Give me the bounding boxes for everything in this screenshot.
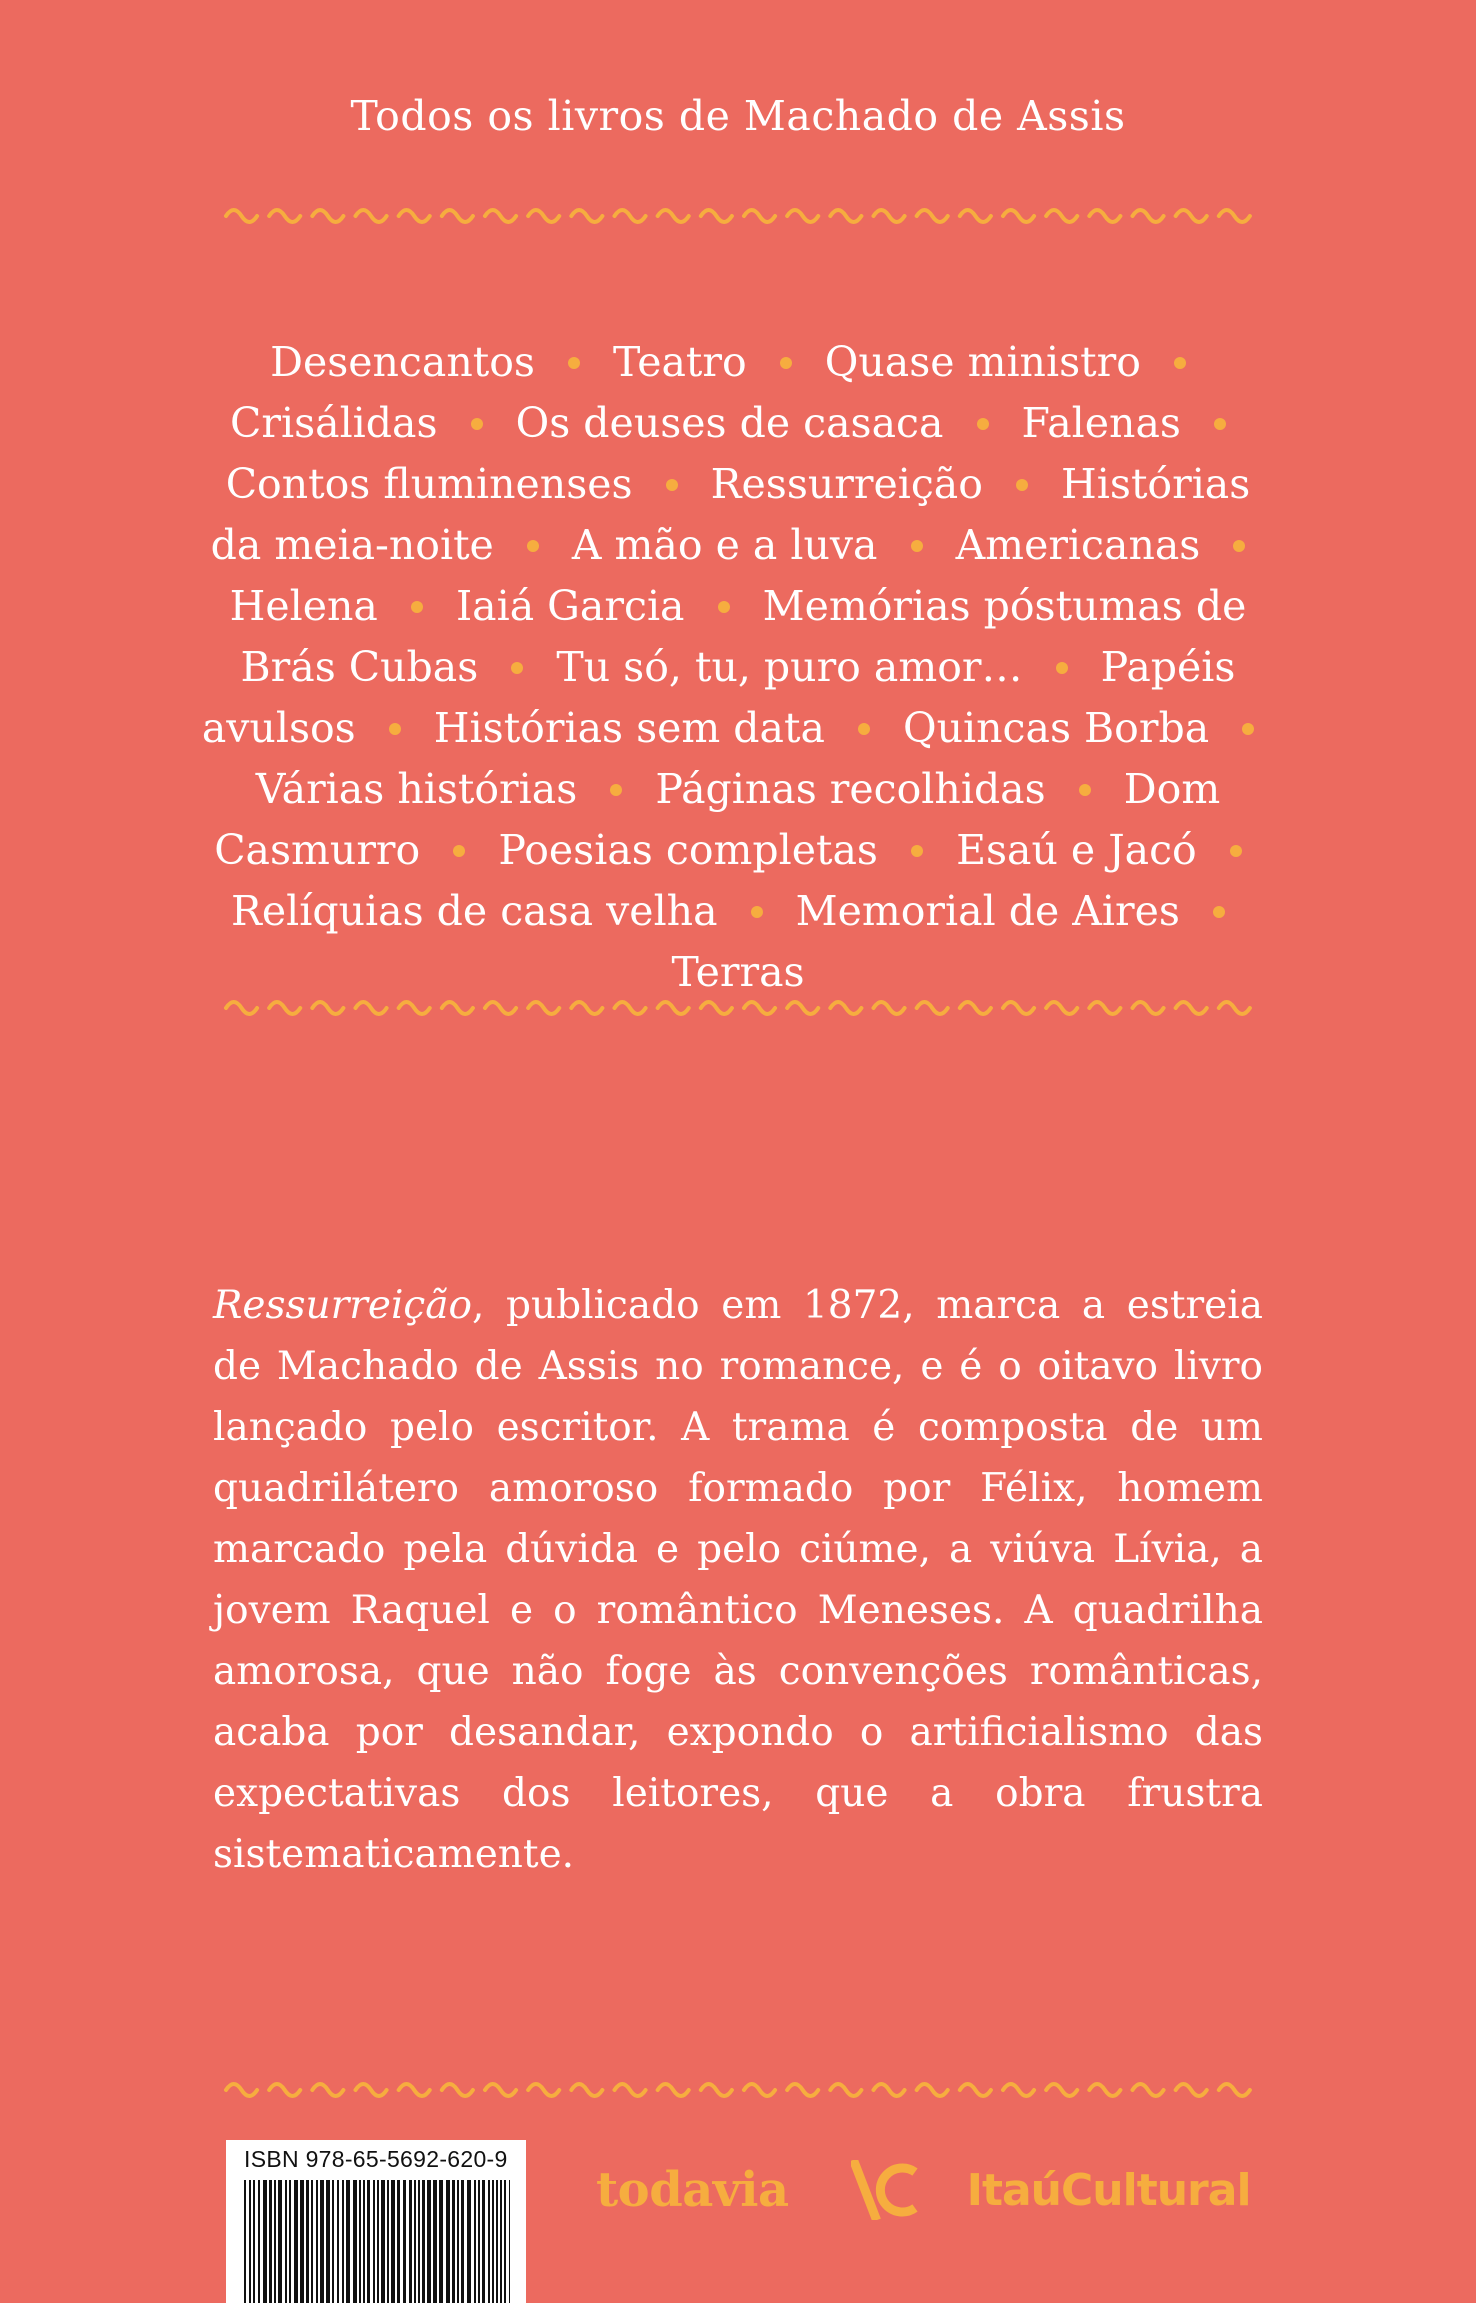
barcode-bars (244, 2180, 510, 2303)
dot-separator-icon (411, 601, 423, 613)
book-title: Histórias da meia-noite (210, 460, 1251, 569)
dot-separator-icon (527, 540, 539, 552)
book-title: Relíquias de casa velha (231, 887, 718, 935)
book-title: A mão e a luva (571, 521, 878, 569)
book-title: Várias histórias (255, 765, 578, 813)
dot-separator-icon (568, 357, 580, 369)
isbn-label: ISBN 978-65-5692-620-9 (244, 2146, 508, 2172)
book-title: Quincas Borba (903, 704, 1210, 752)
wave-divider-icon (220, 990, 1256, 1020)
dot-separator-icon (911, 845, 923, 857)
isbn-barcode (226, 2140, 526, 2303)
itau-cultural-mark-icon (851, 2160, 921, 2220)
dot-separator-icon (751, 906, 763, 918)
dot-separator-icon (1079, 784, 1091, 796)
dot-separator-icon (1242, 723, 1254, 735)
wave-divider-icon (220, 198, 1256, 228)
book-title: Iaiá Garcia (455, 582, 685, 630)
book-title: Tu só, tu, puro amor… (556, 643, 1023, 691)
book-title: Os deuses de casaca (515, 399, 944, 447)
book-title: Histórias sem data (433, 704, 825, 752)
dot-separator-icon (1233, 540, 1245, 552)
book-list (195, 332, 1281, 1003)
dot-separator-icon (1230, 845, 1242, 857)
dot-separator-icon (911, 540, 923, 552)
book-title: Falenas (1021, 399, 1181, 447)
dot-separator-icon (780, 357, 792, 369)
book-title: Americanas (955, 521, 1201, 569)
dot-separator-icon (666, 479, 678, 491)
dot-separator-icon (858, 723, 870, 735)
book-title: Helena (229, 582, 378, 630)
description-title: Ressurreição (213, 1283, 473, 1328)
itau-cultural-logo: ItaúCultural (966, 2164, 1251, 2216)
dot-separator-icon (977, 418, 989, 430)
book-title: Esaú e Jacó (956, 826, 1197, 874)
book-title: Teatro (613, 338, 747, 386)
dot-separator-icon (453, 845, 465, 857)
todavia-logo: todavia (596, 2162, 789, 2218)
description-text: , publicado em 1872, marca a estreia de Machado de Assis no romance, e é o oitavo livro lançado pelo escritor. A trama é composta de um quadrilátero amoroso formado por Félix, homem marcado pela dúvida e pelo ciúme, a viúva Lívia, a jovem Raquel e o romântico Meneses. A quadrilha amorosa, que não foge às convenções românticas, acaba por desandar, expondo o artificialismo das expectativas dos leitores, que a obra frustra sistematicamente. (213, 1283, 1263, 1877)
dot-separator-icon (389, 723, 401, 735)
page-title: Todos os livros de Machado de Assis (350, 92, 1126, 140)
dot-separator-icon (511, 662, 523, 674)
book-title: Quase ministro (824, 338, 1141, 386)
dot-separator-icon (1016, 479, 1028, 491)
book-title: Páginas recolhidas (655, 765, 1046, 813)
dot-separator-icon (610, 784, 622, 796)
book-title: Memórias póstumas de Brás Cubas (240, 582, 1247, 691)
dot-separator-icon (1174, 357, 1186, 369)
book-title: Poesias completas (498, 826, 878, 874)
book-title: Terras (671, 948, 805, 996)
book-title: Contos fluminenses (225, 460, 633, 508)
book-title: Papéis avulsos (201, 643, 1236, 752)
dot-separator-icon (1213, 906, 1225, 918)
book-title: Desencantos (270, 338, 535, 386)
book-title: Crisálidas (230, 399, 438, 447)
dot-separator-icon (471, 418, 483, 430)
book-title: Ressurreição (710, 460, 983, 508)
publisher-logos (596, 2160, 1251, 2220)
book-description (213, 1275, 1263, 1885)
book-title: Dom Casmurro (214, 765, 1221, 874)
dot-separator-icon (1214, 418, 1226, 430)
dot-separator-icon (718, 601, 730, 613)
dot-separator-icon (1056, 662, 1068, 674)
book-title: Memorial de Aires (795, 887, 1180, 935)
wave-divider-icon (220, 2072, 1256, 2102)
